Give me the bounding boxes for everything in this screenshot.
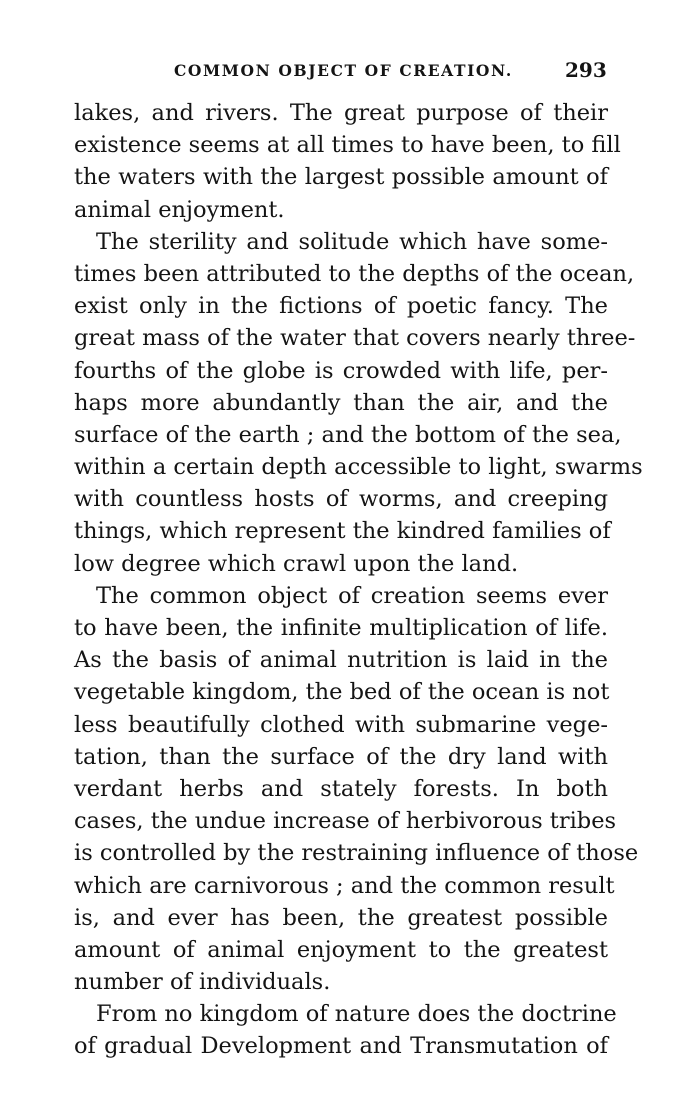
text-line: less beautifully clothed with submarine vege- (74, 711, 608, 738)
text-line: cases, the undue increase of herbivorous tribes (74, 808, 617, 835)
text-line: vegetable kingdom, the bed of the ocean is not (74, 679, 610, 706)
text-line: As the basis of animal nutrition is laid in the (74, 647, 608, 674)
text-line: to have been, the infinite multiplication of life. (74, 615, 608, 641)
page-number: 293 (565, 58, 607, 82)
text-line: surface of the earth ; and the bottom of the sea, (74, 421, 622, 448)
paragraph-2 (74, 226, 643, 580)
text-line: The sterility and solitude which have some- (96, 228, 608, 255)
text-line: exist only in the fictions of poetic fancy. The (74, 293, 608, 320)
paragraph-4 (74, 998, 617, 1062)
text-line: haps more abundantly than the air, and the (74, 389, 608, 416)
text-line: times been attributed to the depths of the ocean, (74, 260, 635, 287)
text-line: amount of animal enjoyment to the greatest (74, 936, 608, 963)
text-line: with countless hosts of worms, and creeping (74, 486, 608, 513)
text-line: things, which represent the kindred families of (74, 518, 611, 545)
text-line: fourths of the globe is crowded with life, per- (74, 357, 608, 384)
text-line: tation, than the surface of the dry land with (74, 743, 608, 770)
text-line: From no kingdom of nature does the doctrine (96, 1001, 617, 1028)
paragraph-3 (74, 580, 639, 998)
text-line: the waters with the largest possible amount of (74, 164, 608, 191)
text-line: number of individuals. (74, 969, 331, 996)
text-line: is, and ever has been, the greatest possible (74, 904, 608, 931)
paragraph-1 (74, 97, 621, 226)
text-line: great mass of the water that covers nearly three- (74, 325, 636, 352)
text-line: of gradual Development and Transmutation of (74, 1033, 608, 1060)
text-line: low degree which crawl upon the land. (74, 550, 519, 577)
text-line: within a certain depth accessible to light, swarms (74, 454, 643, 481)
text-line: The common object of creation seems ever (96, 582, 608, 609)
text-line: existence seems at all times to have been, to fill (74, 132, 621, 159)
body-text (74, 97, 643, 1063)
running-head: COMMON OBJECT OF CREATION. (174, 61, 513, 80)
text-line: animal enjoyment. (74, 196, 285, 223)
text-line: is controlled by the restraining influence of those (74, 840, 639, 867)
text-line: lakes, and rivers. The great purpose of their (74, 100, 608, 126)
text-line: which are carnivorous ; and the common result (74, 872, 615, 899)
text-line: verdant herbs and stately forests. In both (74, 775, 608, 802)
